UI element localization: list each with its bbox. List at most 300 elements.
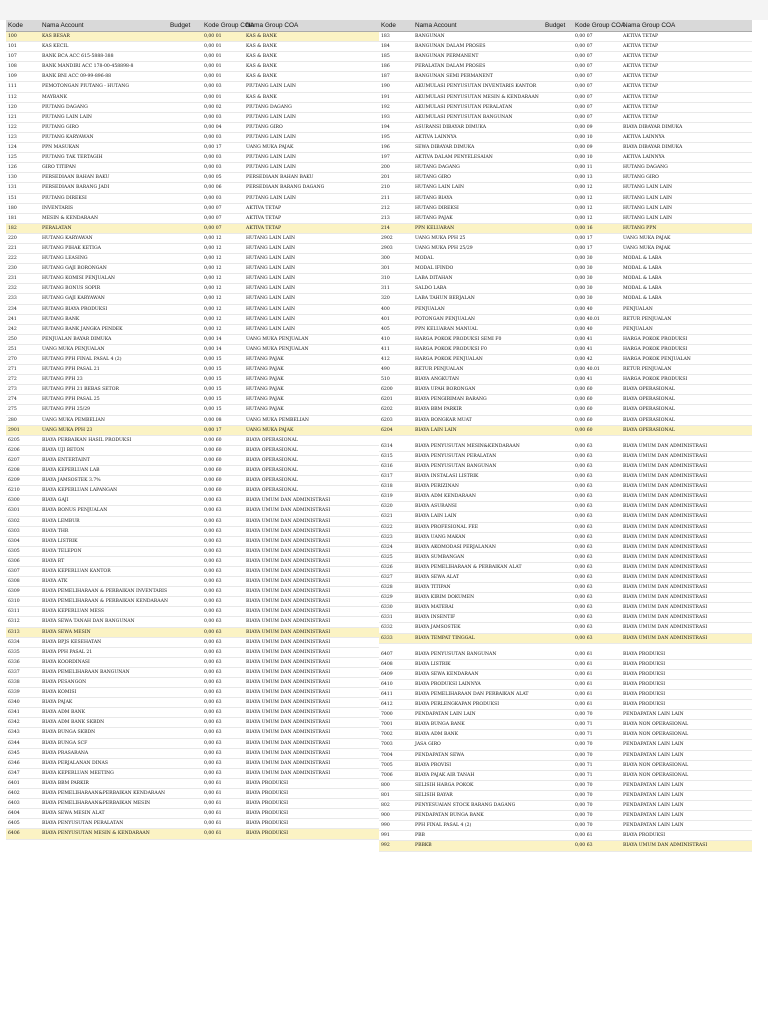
cell-nama-account: BIAYA KEPERLUAN LAB [42, 468, 100, 474]
table-row[interactable] [379, 781, 752, 791]
table-row[interactable] [6, 739, 379, 749]
cell-budget [545, 335, 575, 344]
table-row[interactable] [379, 680, 752, 690]
cell-kode-group-coa: 0,00 63 [575, 625, 593, 631]
cell-kode: 122 [8, 124, 17, 130]
cell-nama-account: BANGUNAN DALAM PROSES [415, 44, 486, 50]
table-row[interactable] [6, 648, 379, 658]
table-row[interactable] [379, 650, 752, 660]
table-row[interactable] [6, 688, 379, 698]
cell-kode-group-coa: 0,00 63 [575, 605, 593, 611]
table-row[interactable] [379, 593, 752, 603]
cell-kode: 7002 [381, 732, 393, 738]
table-row[interactable] [6, 315, 379, 325]
cell-nama-group-coa: BIAYA PRODUKSI [246, 811, 289, 817]
table-row[interactable] [379, 82, 752, 92]
table-row[interactable] [379, 811, 752, 821]
table-row[interactable] [6, 163, 379, 173]
cell-kode-group-coa: 0,00 41 [575, 346, 593, 352]
table-row[interactable] [379, 173, 752, 183]
table-row[interactable] [6, 325, 379, 335]
table-row[interactable] [6, 829, 379, 839]
cell-budget [170, 456, 204, 465]
table-row[interactable] [6, 335, 379, 345]
cell-kode-group-coa: 0,00 15 [204, 407, 222, 413]
table-row[interactable] [379, 771, 752, 781]
cell-nama-group-coa: PIUTANG LAIN LAIN [246, 134, 296, 140]
cell-kode-group-coa: 0,00 60 [204, 468, 222, 474]
cell-budget [545, 841, 575, 850]
table-row[interactable] [6, 264, 379, 274]
cell-kode-group-coa: 0,00 63 [575, 504, 593, 510]
cell-budget [170, 335, 204, 344]
cell-nama-account: GIRO TITIPAN [42, 165, 76, 171]
table-row[interactable] [6, 426, 379, 436]
table-row[interactable] [6, 32, 379, 42]
table-row[interactable] [379, 72, 752, 82]
cell-nama-account: BIAYA PEMELIHARAAN & PERBAIKAN ALAT [415, 564, 522, 570]
cell-kode-group-coa: 0,00 70 [575, 752, 593, 758]
cell-nama-account: BIAYA PAJAK AIR TANAH [415, 772, 475, 778]
table-row[interactable] [6, 517, 379, 527]
table-row[interactable] [379, 133, 752, 143]
table-row[interactable] [379, 831, 752, 841]
table-row[interactable] [379, 204, 752, 214]
table-row[interactable] [6, 42, 379, 52]
cell-kode-group-coa: 0,00 61 [204, 801, 222, 807]
table-row[interactable] [379, 113, 752, 123]
table-row[interactable] [379, 194, 752, 204]
cell-nama-group-coa: MODAL & LABA [623, 296, 662, 302]
table-row[interactable] [6, 718, 379, 728]
table-row[interactable] [379, 523, 752, 533]
cell-nama-account: PPH FINAL PASAL 4 (2) [415, 823, 472, 829]
cell-budget [170, 143, 204, 152]
table-row[interactable] [379, 821, 752, 831]
table-row[interactable] [379, 472, 752, 482]
cell-kode-group-coa: 0,00 17 [204, 427, 222, 433]
table-row[interactable] [379, 533, 752, 543]
table-row[interactable] [379, 244, 752, 254]
cell-kode: 6306 [8, 558, 20, 564]
table-row[interactable] [6, 365, 379, 375]
cell-nama-account: BIAYA BUNGA BANK [415, 722, 465, 728]
cell-nama-group-coa: HUTANG LAIN LAIN [623, 185, 673, 191]
table-row[interactable] [6, 547, 379, 557]
table-row[interactable] [379, 62, 752, 72]
cell-nama-account: BIAYA BBM PARKIR [415, 407, 462, 413]
table-row[interactable] [379, 583, 752, 593]
cell-nama-group-coa: AKTIVA TETAP [623, 44, 659, 50]
table-row[interactable] [6, 708, 379, 718]
table-row[interactable] [379, 482, 752, 492]
cell-kode: 222 [8, 256, 17, 262]
cell-nama-group-coa: UANG MUKA PENJUALAN [246, 346, 309, 352]
cell-nama-group-coa: BIAYA NON OPERASIONAL [623, 732, 689, 738]
cell-kode-group-coa: 0,00 16 [575, 225, 593, 231]
table-row[interactable] [6, 123, 379, 133]
table-row[interactable] [6, 668, 379, 678]
cell-nama-account: HUTANG PPH PASAL 21 [42, 367, 100, 373]
cell-nama-account: PENDAPATAN SEWA [415, 752, 465, 758]
cell-nama-group-coa: HUTANG LAIN LAIN [246, 316, 296, 322]
cell-budget [170, 62, 204, 71]
cell-budget [170, 194, 204, 203]
table-row[interactable] [379, 492, 752, 502]
table-row[interactable] [6, 779, 379, 789]
table-row[interactable] [379, 613, 752, 623]
table-row[interactable] [6, 456, 379, 466]
cell-nama-group-coa: KAS & BANK [246, 64, 277, 70]
cell-nama-group-coa: KAS & BANK [246, 44, 277, 50]
table-row[interactable] [6, 678, 379, 688]
table-row[interactable] [6, 284, 379, 294]
table-row[interactable] [379, 563, 752, 573]
cell-nama-account: BIAYA PRASARANA [42, 750, 89, 756]
table-row[interactable] [379, 442, 752, 452]
cell-kode-group-coa: 0,00 63 [204, 568, 222, 574]
cell-budget [170, 658, 204, 667]
table-row[interactable] [379, 153, 752, 163]
cell-nama-account: BIAYA PENYUSUTAN BANGUNAN [415, 463, 497, 469]
table-row[interactable] [379, 325, 752, 335]
cell-nama-account: PPN KELUARAN [415, 225, 455, 231]
table-row[interactable] [6, 254, 379, 264]
table-row[interactable] [379, 375, 752, 385]
cell-nama-account: KAS BESAR [42, 34, 70, 39]
cell-kode-group-coa: 0,00 01 [204, 44, 222, 50]
table-row[interactable] [6, 82, 379, 92]
cell-nama-account: AKTIVA LAINNYA [415, 134, 457, 140]
table-row[interactable] [6, 819, 379, 829]
cell-kode-group-coa: 0,00 12 [575, 205, 593, 211]
table-row[interactable] [379, 730, 752, 740]
table-row[interactable] [6, 52, 379, 62]
table-row[interactable] [379, 634, 752, 644]
table-row[interactable] [379, 284, 752, 294]
table-row[interactable] [6, 809, 379, 819]
cell-kode-group-coa: 0,00 63 [575, 463, 593, 469]
table-row[interactable] [379, 690, 752, 700]
table-row[interactable] [6, 698, 379, 708]
cell-budget [545, 123, 575, 132]
cell-kode-group-coa: 0,00 05 [204, 175, 222, 181]
table-row[interactable] [379, 740, 752, 750]
cell-nama-account: BIAYA PEMELIHARAAN&PERBAIKAN MESIN [42, 801, 151, 807]
table-row[interactable] [6, 103, 379, 113]
cell-budget [170, 607, 204, 616]
table-row[interactable] [379, 234, 752, 244]
table-row[interactable] [6, 204, 379, 214]
cell-nama-account: SELISIH HARGA POKOK [415, 782, 474, 788]
cell-nama-group-coa: UANG MUKA PENJUALAN [246, 336, 309, 342]
table-row[interactable] [6, 385, 379, 395]
table-row[interactable] [6, 133, 379, 143]
cell-kode: 6209 [8, 478, 20, 484]
table-row[interactable] [379, 801, 752, 811]
cell-kode-group-coa: 0,00 71 [575, 772, 593, 778]
cell-nama-account: BIAYA KEPERLUAN KANTOR [42, 568, 111, 574]
cell-kode-group-coa: 0,00 60 [575, 427, 593, 433]
table-row[interactable] [379, 294, 752, 304]
cell-budget [170, 617, 204, 626]
cell-kode-group-coa: 0,00 41 [575, 377, 593, 383]
cell-nama-account: BIAYA TEMPAT TINGGAL [415, 635, 475, 641]
table-row[interactable] [6, 799, 379, 809]
cell-budget [545, 452, 575, 461]
cell-kode-group-coa: 0,00 63 [204, 498, 222, 504]
table-row[interactable] [379, 315, 752, 325]
cell-budget [545, 583, 575, 592]
cell-nama-group-coa: BIAYA UMUM DAN ADMINISTRASI [246, 770, 331, 776]
table-row[interactable] [379, 355, 752, 365]
table-row[interactable] [379, 603, 752, 613]
table-row[interactable] [6, 658, 379, 668]
table-row[interactable] [6, 194, 379, 204]
table-row[interactable] [6, 557, 379, 567]
table-row[interactable] [6, 446, 379, 456]
cell-nama-account: POTONGAN PENJUALAN [415, 316, 475, 322]
cell-kode-group-coa: 0,00 07 [575, 44, 593, 50]
cell-nama-account: BIAYA GAJI [42, 498, 69, 504]
table-row[interactable] [379, 385, 752, 395]
cell-nama-account: PENDAPATAN LAIN LAIN [415, 712, 476, 718]
cell-nama-group-coa: BIAYA UMUM DAN ADMINISTRASI [246, 579, 331, 585]
cell-kode: 120 [8, 104, 17, 110]
table-row[interactable] [379, 305, 752, 315]
cell-budget [545, 113, 575, 122]
cell-nama-group-coa: BIAYA UMUM DAN ADMINISTRASI [246, 548, 331, 554]
table-row[interactable] [379, 123, 752, 133]
table-row[interactable] [379, 42, 752, 52]
table-row[interactable] [6, 506, 379, 516]
cell-kode: 6411 [381, 692, 393, 697]
cell-nama-account: PERSEDIAAN BARANG JADI [42, 185, 110, 191]
cell-kode-group-coa: 0,00 12 [204, 306, 222, 312]
table-row[interactable] [6, 143, 379, 153]
table-row[interactable] [379, 660, 752, 670]
cell-budget [170, 294, 204, 303]
cell-nama-group-coa: PIUTANG GIRO [246, 124, 283, 130]
cell-kode: 123 [8, 134, 17, 140]
cell-kode: 6204 [381, 427, 393, 433]
table-row[interactable] [379, 52, 752, 62]
table-row[interactable] [6, 234, 379, 244]
cell-kode: 6312 [8, 619, 20, 625]
cell-budget [545, 103, 575, 112]
table-row[interactable] [6, 274, 379, 284]
table-row[interactable] [379, 93, 752, 103]
cell-budget [170, 52, 204, 61]
cell-nama-group-coa: HUTANG GIRO [623, 175, 659, 181]
cell-nama-account: HUTANG PPH FINAL PASAL 4 (2) [42, 357, 122, 362]
cell-budget [545, 482, 575, 491]
cell-nama-group-coa: HUTANG PAJAK [246, 387, 284, 393]
table-row[interactable] [6, 769, 379, 779]
table-row[interactable] [379, 143, 752, 153]
cell-kode-group-coa: 0,00 63 [575, 474, 593, 480]
table-row[interactable] [6, 72, 379, 82]
table-row[interactable] [379, 543, 752, 553]
table-row[interactable] [6, 153, 379, 163]
table-row[interactable] [6, 355, 379, 365]
table-row[interactable] [379, 163, 752, 173]
cell-nama-group-coa: PENDAPATAN LAIN LAIN [623, 782, 684, 788]
cell-nama-account: HARGA POKOK PRODUKSI SEMI F0 [415, 336, 502, 342]
table-row[interactable] [379, 405, 752, 415]
table-row[interactable] [6, 113, 379, 123]
cell-kode: 112 [8, 94, 17, 100]
cell-nama-account: PIUTANG DAGANG [42, 104, 88, 110]
cell-budget [170, 234, 204, 243]
table-row[interactable] [379, 553, 752, 563]
cell-nama-group-coa: PENDAPATAN LAIN LAIN [623, 803, 684, 809]
cell-kode: 7000 [381, 712, 393, 718]
table-row[interactable] [6, 628, 379, 638]
table-row[interactable] [379, 791, 752, 801]
table-row[interactable] [6, 93, 379, 103]
table-row[interactable] [6, 173, 379, 183]
table-row[interactable] [379, 751, 752, 761]
table-row[interactable] [6, 749, 379, 759]
cell-kode-group-coa: 0,00 03 [204, 155, 222, 161]
cell-kode: 184 [381, 44, 390, 50]
cell-nama-account: BIAYA UANG MAKAN [415, 534, 466, 540]
cell-kode: 6319 [381, 494, 393, 500]
table-row[interactable] [6, 294, 379, 304]
table-row[interactable] [379, 103, 752, 113]
table-row[interactable] [6, 244, 379, 254]
table-row[interactable] [6, 305, 379, 315]
cell-kode-group-coa: 0,00 63 [204, 589, 222, 595]
cell-budget [545, 613, 575, 622]
cell-kode: 107 [8, 54, 17, 60]
cell-kode-group-coa: 0,00 63 [575, 544, 593, 550]
cell-nama-group-coa: BIAYA UMUM DAN ADMINISTRASI [623, 443, 708, 449]
cell-nama-group-coa: BIAYA UMUM DAN ADMINISTRASI [623, 574, 708, 580]
cell-kode: 230 [8, 266, 17, 272]
cell-budget [545, 264, 575, 273]
cell-nama-group-coa: BIAYA OPERASIONAL [246, 488, 298, 494]
table-row[interactable] [379, 395, 752, 405]
cell-nama-group-coa: BIAYA OPERASIONAL [623, 397, 675, 403]
cell-kode: 220 [8, 235, 17, 241]
table-row[interactable] [379, 335, 752, 345]
table-row[interactable] [379, 416, 752, 426]
table-row[interactable] [6, 183, 379, 193]
table-row[interactable] [6, 759, 379, 769]
table-row[interactable] [6, 617, 379, 627]
table-row[interactable] [379, 700, 752, 710]
table-row[interactable] [6, 62, 379, 72]
cell-kode-group-coa: 0,00 63 [204, 669, 222, 675]
table-row[interactable] [379, 720, 752, 730]
table-row[interactable] [379, 264, 752, 274]
cell-budget [545, 93, 575, 102]
table-row[interactable] [6, 597, 379, 607]
cell-nama-account: BIAYA PRODUKSI LAINNYA [415, 681, 481, 687]
table-row[interactable] [6, 395, 379, 405]
table-row[interactable] [6, 527, 379, 537]
cell-kode: 6344 [8, 740, 20, 746]
cell-nama-account: BIAYA SEWA KENDARAAN [415, 671, 479, 677]
table-row[interactable] [379, 502, 752, 512]
table-row[interactable] [379, 462, 752, 472]
table-row[interactable] [379, 254, 752, 264]
table-row[interactable] [379, 452, 752, 462]
cell-budget [545, 502, 575, 511]
table-row[interactable] [6, 496, 379, 506]
table-row[interactable] [379, 214, 752, 224]
table-row[interactable] [6, 405, 379, 415]
table-row[interactable] [379, 274, 752, 284]
table-row[interactable] [379, 512, 752, 522]
cell-kode: 6316 [381, 463, 393, 469]
table-row[interactable] [6, 224, 379, 234]
cell-kode: 801 [381, 792, 390, 798]
cell-kode-group-coa: 0,00 63 [575, 524, 593, 530]
table-row[interactable] [379, 573, 752, 583]
table-row[interactable] [6, 537, 379, 547]
table-row[interactable] [379, 426, 752, 436]
table-row[interactable] [6, 416, 379, 426]
cell-budget [170, 93, 204, 102]
table-row[interactable] [6, 607, 379, 617]
table-row[interactable] [379, 670, 752, 680]
table-row[interactable] [379, 841, 752, 851]
table-row[interactable] [6, 577, 379, 587]
table-row[interactable] [379, 32, 752, 42]
table-row[interactable] [379, 345, 752, 355]
table-row[interactable] [379, 761, 752, 771]
table-row[interactable] [6, 728, 379, 738]
table-row[interactable] [6, 789, 379, 799]
cell-kode: 212 [381, 205, 390, 211]
cell-nama-group-coa: BIAYA UMUM DAN ADMINISTRASI [623, 474, 708, 480]
table-row[interactable] [6, 476, 379, 486]
cell-kode-group-coa: 0,00 08 [204, 417, 222, 423]
table-row[interactable] [379, 623, 752, 633]
table-row[interactable] [6, 466, 379, 476]
cell-nama-group-coa: BIAYA PRODUKSI [246, 831, 289, 837]
table-row[interactable] [6, 436, 379, 446]
table-row[interactable] [6, 587, 379, 597]
table-row[interactable] [379, 365, 752, 375]
cell-nama-group-coa: HARGA POKOK PENJUALAN [623, 357, 691, 362]
cell-nama-group-coa: BIAYA PRODUKSI [623, 681, 666, 687]
cell-nama-group-coa: AKTIVA TETAP [623, 84, 659, 90]
table-row[interactable] [6, 345, 379, 355]
cell-kode-group-coa: 0,00 63 [575, 585, 593, 591]
table-row[interactable] [6, 375, 379, 385]
table-row[interactable] [379, 183, 752, 193]
table-row[interactable] [6, 638, 379, 648]
cell-budget [545, 224, 575, 233]
cell-nama-group-coa: BIAYA UMUM DAN ADMINISTRASI [623, 514, 708, 520]
table-row[interactable] [379, 224, 752, 234]
cell-kode-group-coa: 0,00 07 [575, 34, 593, 39]
cell-nama-account: BIAYA TITIPAN [415, 585, 451, 591]
cell-nama-group-coa: BIAYA UMUM DAN ADMINISTRASI [246, 528, 331, 534]
cell-nama-group-coa: BIAYA NON OPERASIONAL [623, 762, 689, 768]
table-row[interactable] [6, 567, 379, 577]
cell-kode-group-coa: 0,00 63 [575, 564, 593, 570]
table-row[interactable] [6, 214, 379, 224]
cell-budget [545, 690, 575, 699]
table-row[interactable] [6, 486, 379, 496]
cell-kode: 900 [381, 813, 390, 819]
table-row[interactable] [379, 710, 752, 720]
